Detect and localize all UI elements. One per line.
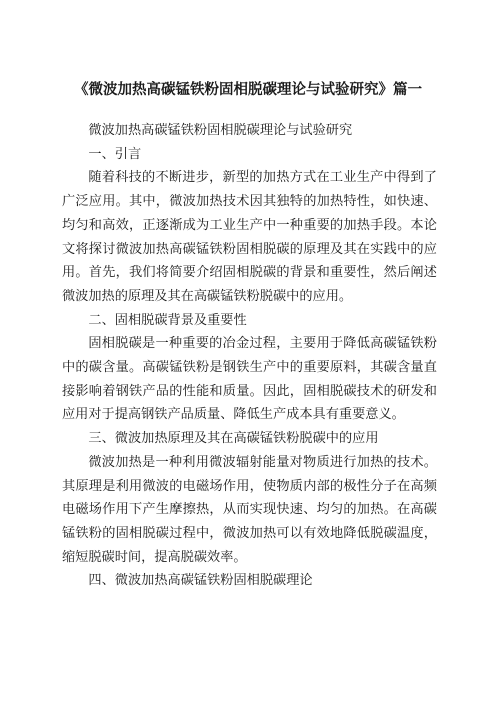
section-heading-microwave-principle: 三、微波加热原理及其在高碳锰铁粉脱碳中的应用 — [88, 431, 379, 447]
paragraph-subtitle: 微波加热高碳锰铁粉固相脱碳理论与试验研究 — [88, 123, 353, 138]
document-body — [62, 119, 437, 593]
paragraph-background: 固相脱碳是一种重要的冶金过程，主要用于降低高碳锰铁粉中的碳含量。高碳锰铁粉是钢铁生产中的重要原料，其碳含量直接影响着钢铁产品的性能和质量。因此，固相脱碳技术的研发和应用对于提高钢铁产品质量、降低生产成本具有重要意义。 — [62, 336, 437, 423]
section-heading-background: 二、固相脱碳背景及重要性 — [88, 312, 247, 328]
document-title: 《微波加热高碳锰铁粉固相脱碳理论与试验研究》篇一 — [74, 82, 422, 98]
section-heading-theory: 四、微波加热高碳锰铁粉固相脱碳理论 — [88, 573, 313, 589]
paragraph-introduction: 随着科技的不断进步，新型的加热方式在工业生产中得到了广泛应用。其中，微波加热技术因其独特的加热特性，如快速、均匀和高效，正逐渐成为工业生产中一种重要的加热手段。本论文将探讨微波加热高碳锰铁粉固相脱碳的原理及其在实践中的应用。首先，我们将简要介绍固相脱碳的背景和重要性，然后阐述微波加热的原理及其在高碳锰铁粉脱碳中的应用。 — [62, 170, 437, 304]
section-heading-introduction: 一、引言 — [88, 146, 142, 162]
paragraph-microwave-principle: 微波加热是一种利用微波辐射能量对物质进行加热的技术。其原理是利用微波的电磁场作用，使物质内部的极性分子在高频电磁场作用下产生摩擦热，从而实现快速、均匀的加热。在高碳锰铁粉的固相脱碳过程中，微波加热可以有效地降低脱碳温度，缩短脱碳时间，提高脱碳效率。 — [62, 454, 437, 565]
